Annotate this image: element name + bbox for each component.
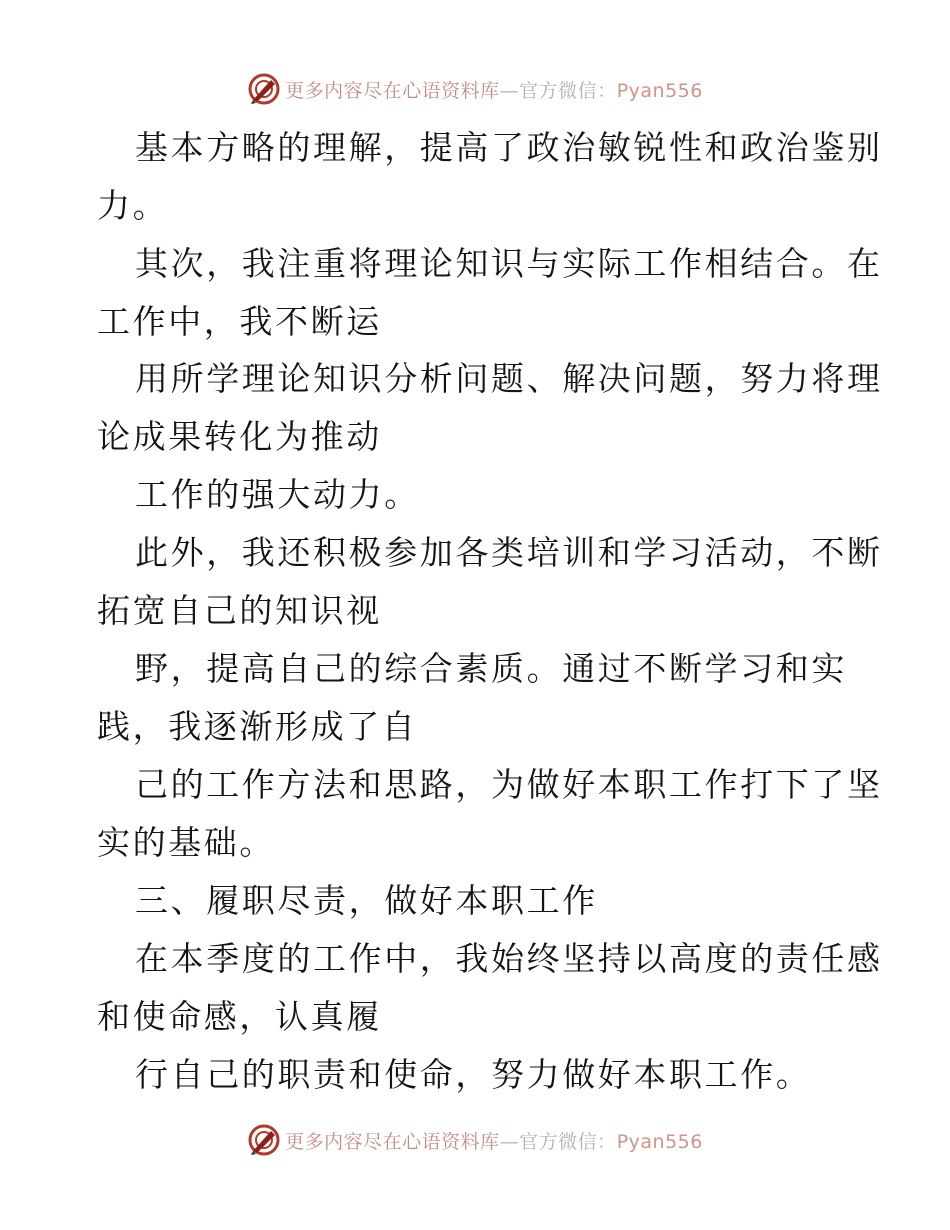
text-line: 拓宽自己的知识视 [97, 591, 382, 630]
banner-main-text: 更多内容尽在心语资料库 [285, 1130, 500, 1153]
text-line: 和使命感，认真履 [97, 997, 382, 1036]
pen-logo-icon [247, 1123, 281, 1157]
text-line: 工作中，我不断运 [97, 302, 382, 341]
text-line: 此外，我还积极参加各类培训和学习活动，不断 [135, 533, 883, 572]
text-line: 基本方略的理解，提高了政治敏锐性和政治鉴别 [135, 128, 883, 167]
footer-banner [0, 1120, 950, 1160]
text-line: 其次，我注重将理论知识与实际工作相结合。在 [135, 244, 883, 283]
banner-wechat-label: 官方微信： [519, 79, 617, 102]
text-line: 在本季度的工作中，我始终坚持以高度的责任感 [135, 939, 883, 978]
text-line: 用所学理论知识分析问题、解决问题，努力将理 [135, 359, 883, 398]
banner-separator: — [499, 79, 520, 102]
text-line: 力。 [97, 186, 169, 225]
section-heading: 三、履职尽责，做好本职工作 [135, 881, 598, 920]
text-line: 野，提高自己的综合素质。通过不断学习和实 [135, 649, 847, 688]
text-line: 论成果转化为推动 [97, 417, 382, 456]
text-line: 己的工作方法和思路，为做好本职工作打下了坚 [135, 765, 883, 804]
text-line: 践，我逐渐形成了自 [97, 707, 418, 746]
banner-wechat-label: 官方微信： [519, 1130, 617, 1153]
banner-main-text: 更多内容尽在心语资料库 [285, 79, 500, 102]
text-line: 行自己的职责和使命，努力做好本职工作。 [135, 1055, 812, 1094]
text-line: 工作的强大动力。 [135, 475, 420, 514]
banner-wechat-id: Pyan556 [616, 1130, 703, 1153]
banner-separator: — [499, 1130, 520, 1153]
text-line: 实的基础。 [97, 823, 275, 862]
banner-text [285, 1127, 703, 1154]
banner-wechat-id: Pyan556 [616, 79, 703, 102]
